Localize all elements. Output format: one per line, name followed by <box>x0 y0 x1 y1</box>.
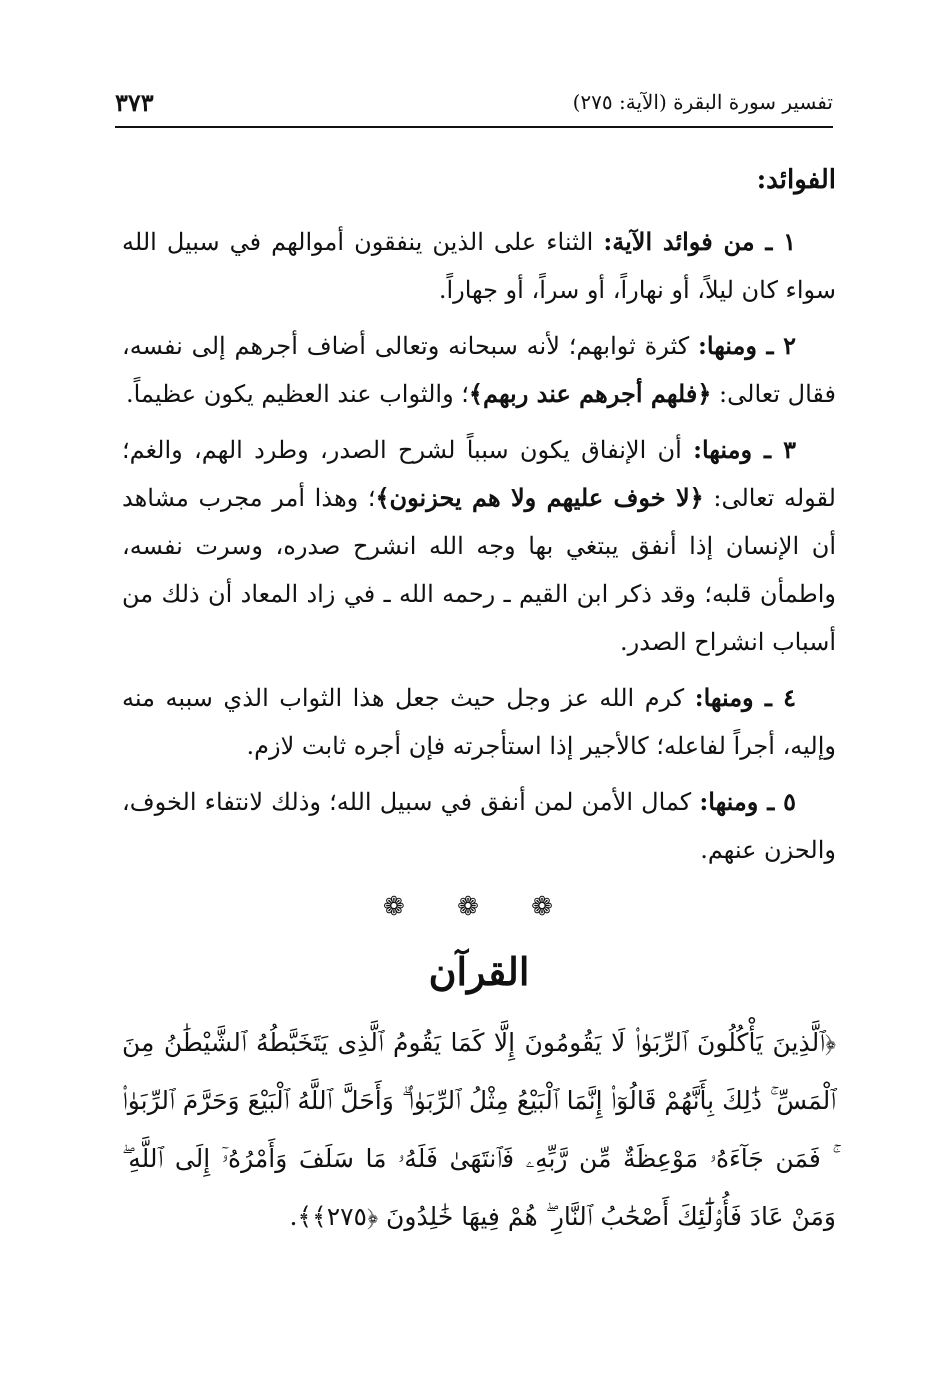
benefit-paragraph-2 <box>122 322 836 418</box>
page-body <box>122 160 836 1246</box>
verse-quote: ﴿فلهم أجرهم عند ربهم﴾ <box>468 379 712 408</box>
benefit-text: كرم الله عز وجل حيث جعل هذا الثواب الذي سببه منه وإليه، أجراً لفاعله؛ كالأجير إذا استأجرته فإن أجره ثابت لازم. <box>122 684 836 760</box>
quran-verse-text: ﴿ٱلَّذِينَ يَأْكُلُونَ ٱلرِّبَوٰا۟ لَا يَقُومُونَ إِلَّا كَمَا يَقُومُ ٱلَّذِى يَتَخَبَّطُهُ ٱلشَّيْطَٰنُ مِنَ ٱلْمَسِّ ۚ ذَٰلِكَ بِأَنَّهُمْ قَالُوٓا۟ إِنَّمَا ٱلْبَيْعُ مِثْلُ ٱلرِّبَوٰا۟ ۗ وَأَحَلَّ ٱللَّهُ ٱلْبَيْعَ وَحَرَّمَ ٱلرِّبَوٰا۟ ۚ فَمَن جَآءَهُۥ مَوْعِظَةٌ مِّن رَّبِّهِۦ فَٱنتَهَىٰ فَلَهُۥ مَا سَلَفَ وَأَمْرُهُۥٓ إِلَى ٱللَّهِ ۖ وَمَنْ عَادَ فَأُو۟لَٰٓئِكَ أَصْحَٰبُ ٱلنَّارِ ۖ هُمْ فِيهَا خَٰلِدُونَ ﴿٢٧٥﴾﴾. <box>122 1028 836 1231</box>
benefit-paragraph-5 <box>122 778 836 874</box>
benefit-paragraph-4 <box>122 674 836 770</box>
section-separator-ornaments: ❁ ❁ ❁ <box>383 892 575 922</box>
benefit-lead: ٢ ـ ومنها: <box>698 331 796 360</box>
benefit-text: كمال الأمن لمن أنفق في سبيل الله؛ وذلك لانتفاء الخوف، والحزن عنهم. <box>122 788 836 864</box>
benefit-lead: ٣ ـ ومنها: <box>693 435 796 464</box>
benefit-paragraph-1 <box>122 218 836 314</box>
benefit-text: ؛ والثواب عند العظيم يكون عظيماً. <box>126 380 469 408</box>
header-divider <box>115 126 833 128</box>
quran-heading: القرآن <box>428 949 530 994</box>
benefits-heading: الفوائد: <box>756 165 836 195</box>
benefit-text: كثرة ثوابهم؛ لأنه سبحانه وتعالى أضاف أجرهم إلى نفسه، فقال تعالى: <box>122 332 836 408</box>
benefit-text: الثناء على الذين ينفقون أموالهم في سبيل الله سواء كان ليلاً، أو نهاراً، أو سراً، أو جهاراً. <box>122 228 836 304</box>
running-title: تفسير سورة البقرة (الآية: ٢٧٥) <box>572 90 833 114</box>
page-header <box>115 80 833 124</box>
benefit-lead: ٥ ـ ومنها: <box>699 787 796 816</box>
verse-quote: ﴿لا خوف عليهم ولا هم يحزنون﴾ <box>375 483 704 512</box>
benefit-lead: ١ ـ من فوائد الآية: <box>603 227 797 256</box>
benefit-text: أن الإنفاق يكون سبباً لشرح الصدر، وطرد الهم، والغم؛ لقوله تعالى: <box>122 436 836 512</box>
page-number: ٣٧٣ <box>115 87 154 117</box>
benefit-lead: ٤ ـ ومنها: <box>694 683 796 712</box>
benefit-paragraph-3 <box>122 426 836 666</box>
benefit-text: ؛ وهذا أمر مجرب مشاهد أن الإنسان إذا أنفق يبتغي بها وجه الله انشرح صدره، وسرت نفسه، واطمأن قلبه؛ وقد ذكر ابن القيم ـ رحمه الله ـ في زاد المعاد أن ذلك من أسباب انشراح الصدر. <box>122 484 837 656</box>
